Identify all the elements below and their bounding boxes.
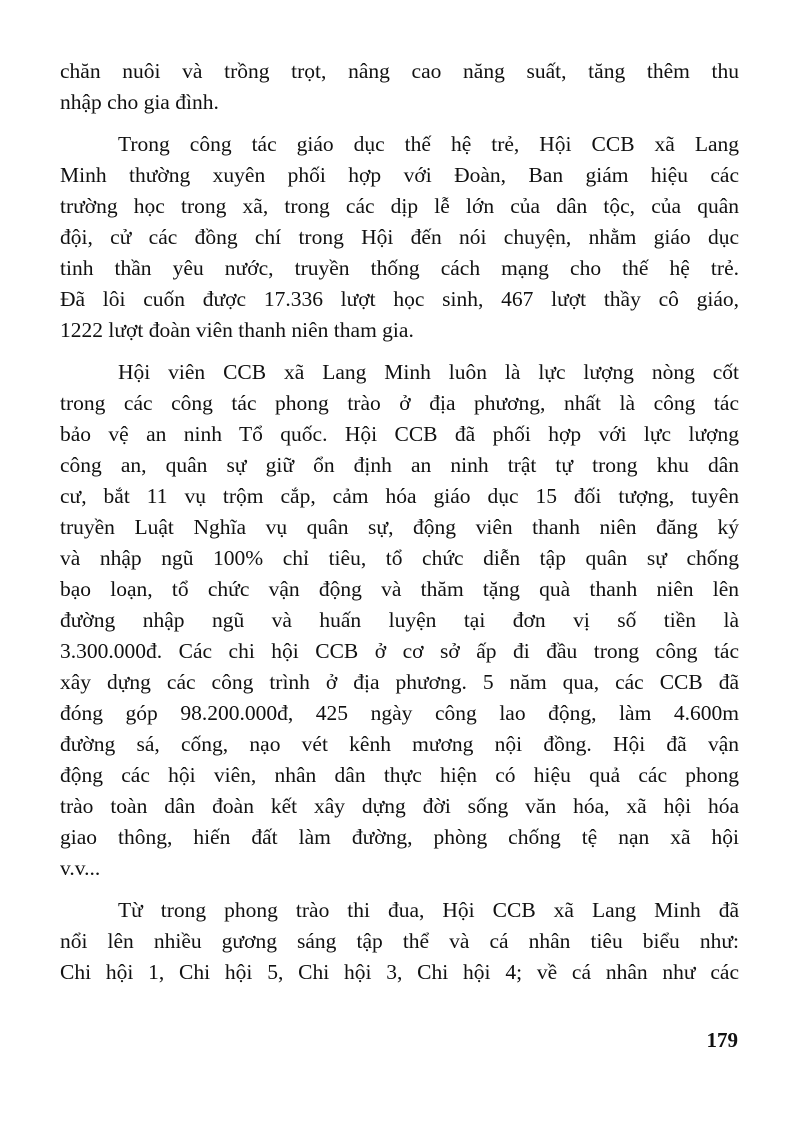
text-line: trào toàn dân đoàn kết xây dựng đời sống văn hóa, xã hội hóa [60,794,739,818]
text-line: Trong công tác giáo dục thế hệ trẻ, Hội CCB xã Lang [118,132,739,156]
text-line: động các hội viên, nhân dân thực hiện có hiệu quả các phong [60,763,739,787]
paragraph [60,129,739,346]
text-line: nổi lên nhiều gương sáng tập thể và cá nhân tiêu biểu như: [60,929,739,953]
text-line: đóng góp 98.200.000đ, 425 ngày công lao động, làm 4.600m [60,701,739,725]
paragraph [60,357,739,884]
text-line: Hội viên CCB xã Lang Minh luôn là lực lượng nòng cốt [118,360,739,384]
text-line: bảo vệ an ninh Tổ quốc. Hội CCB đã phối hợp với lực lượng [60,422,739,446]
text-line: và nhập ngũ 100% chỉ tiêu, tổ chức diễn tập quân sự chống [60,546,739,570]
text-line: trong các công tác phong trào ở địa phương, nhất là công tác [60,391,739,415]
page-number: 179 [706,1028,738,1052]
text-line: chăn nuôi và trồng trọt, nâng cao năng suất, tăng thêm thu [60,59,739,83]
text-line: tinh thần yêu nước, truyền thống cách mạng cho thế hệ trẻ. [60,256,739,280]
text-line: đường nhập ngũ và huấn luyện tại đơn vị số tiền là [60,608,739,632]
text-line: Đã lôi cuốn được 17.336 lượt học sinh, 467 lượt thầy cô giáo, [60,287,739,311]
paragraph [60,895,739,988]
text-line: nhập cho gia đình. [60,90,219,114]
text-line: truyền Luật Nghĩa vụ quân sự, động viên thanh niên đăng ký [60,515,739,539]
text-line: giao thông, hiến đất làm đường, phòng chống tệ nạn xã hội [60,825,739,849]
document-body [60,56,739,999]
text-line: đường sá, cống, nạo vét kênh mương nội đồng. Hội đã vận [60,732,739,756]
paragraph [60,56,739,118]
text-line: công an, quân sự giữ ổn định an ninh trật tự trong khu dân [60,453,739,477]
text-line: trường học trong xã, trong các dịp lễ lớn của dân tộc, của quân [60,194,739,218]
text-line: 1222 lượt đoàn viên thanh niên tham gia. [60,318,414,342]
text-line: xây dựng các công trình ở địa phương. 5 năm qua, các CCB đã [60,670,739,694]
text-line: Từ trong phong trào thi đua, Hội CCB xã Lang Minh đã [118,898,739,922]
text-line: v.v... [60,856,101,880]
text-line: bạo loạn, tổ chức vận động và thăm tặng quà thanh niên lên [60,577,739,601]
text-line: cư, bắt 11 vụ trộm cắp, cảm hóa giáo dục 15 đối tượng, tuyên [60,484,739,508]
text-line: Chi hội 1, Chi hội 5, Chi hội 3, Chi hội 4; về cá nhân như các [60,960,739,984]
text-line: Minh thường xuyên phối hợp với Đoàn, Ban giám hiệu các [60,163,739,187]
text-line: 3.300.000đ. Các chi hội CCB ở cơ sở ấp đi đầu trong công tác [60,639,739,663]
text-line: đội, cử các đồng chí trong Hội đến nói chuyện, nhằm giáo dục [60,225,739,249]
